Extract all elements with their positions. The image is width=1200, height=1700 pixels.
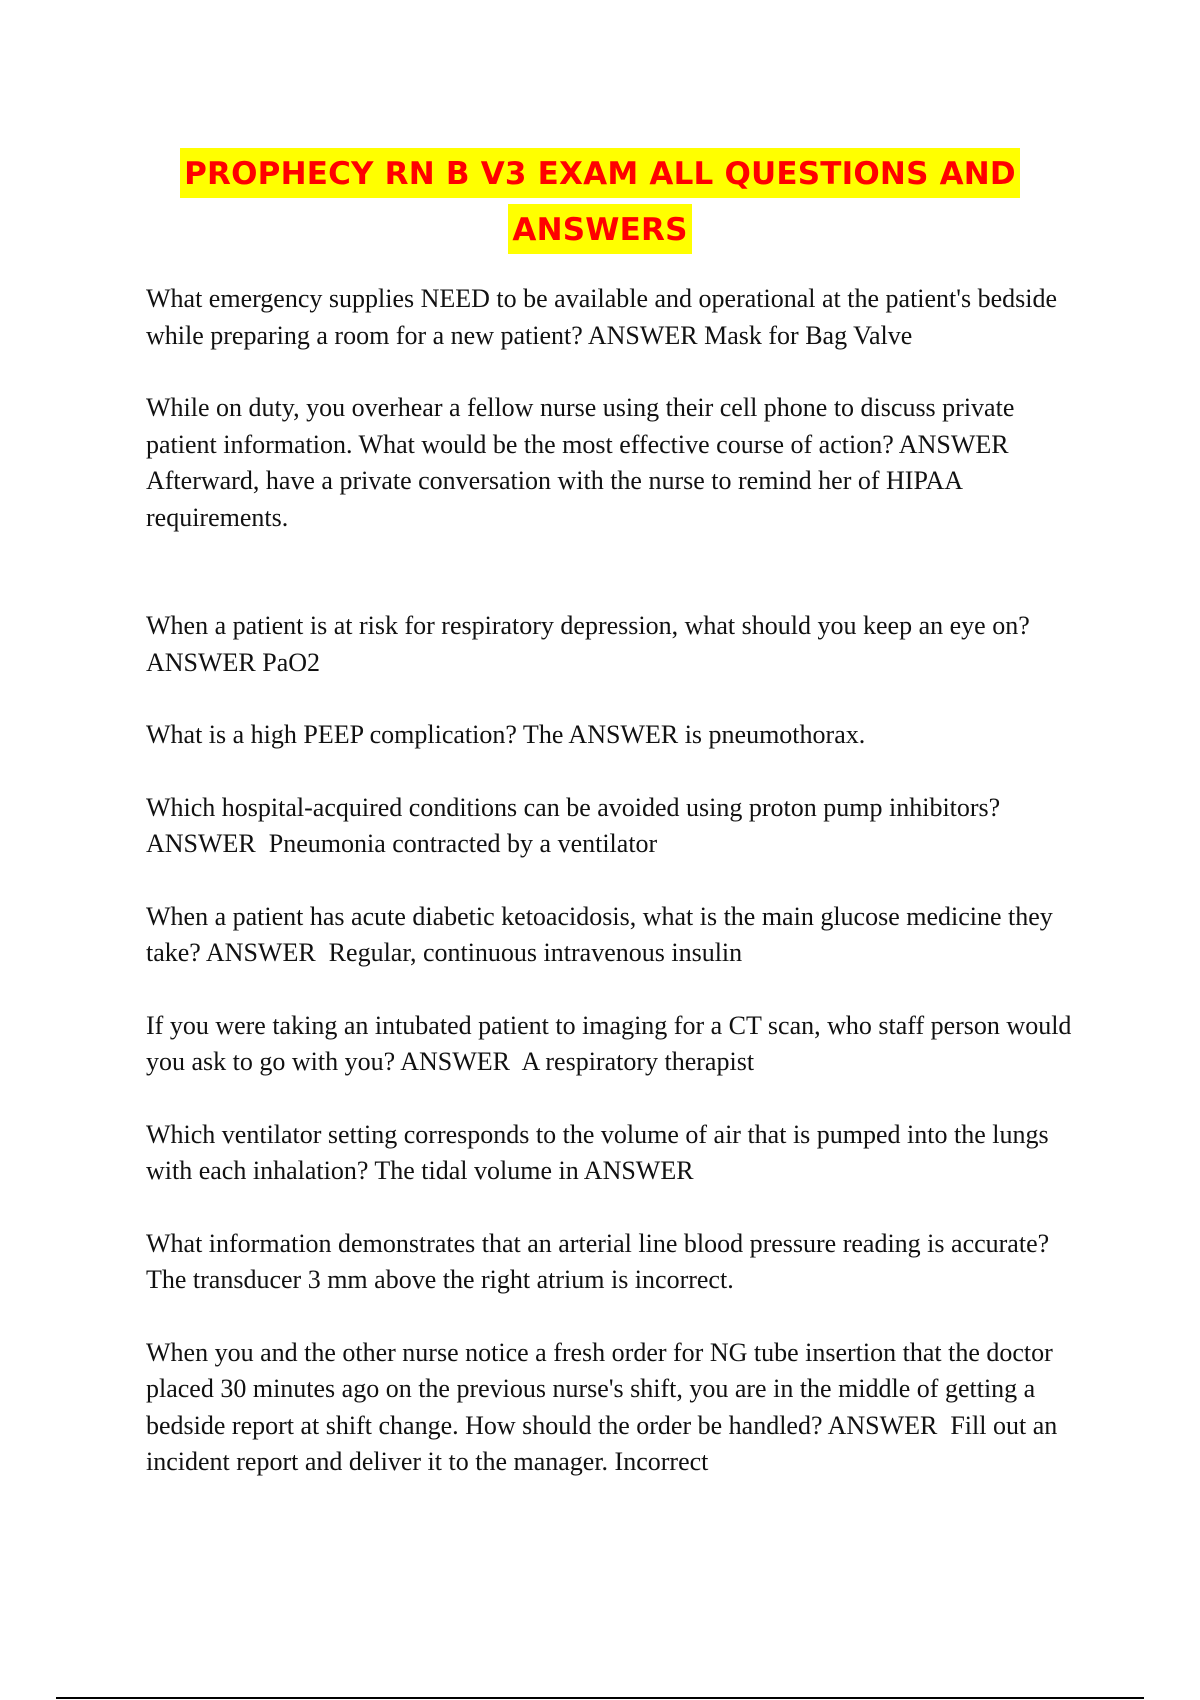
qa-item-7: If you were taking an intubated patient to imaging for a CT scan, who staff person would you ask to go with you? ANSWER A respiratory therapist (146, 1010, 1078, 1076)
qa-item-3: When a patient is at risk for respiratory depression, what should you keep an eye on? ANSWER PaO2 (146, 611, 1035, 677)
footer-divider (56, 1697, 1144, 1699)
qa-item-2: While on duty, you overhear a fellow nurse using their cell phone to discuss private patient information. What would be the most effective course of action? ANSWER Afterward, have a private conversation with the nurse to remind her of HIPAA requirements. (146, 393, 1021, 532)
qa-list (146, 281, 1076, 1517)
qa-item-8: Which ventilator setting corresponds to the volume of air that is pumped into the lungs with each inhalation? The tidal volume in ANSWER (146, 1119, 1056, 1185)
title-line-1: PROPHECY RN B V3 EXAM ALL QUESTIONS AND (180, 148, 1020, 198)
title-line-2: ANSWERS (508, 204, 691, 254)
qa-item-10: When you and the other nurse notice a fresh order for NG tube insertion that the doctor placed 30 minutes ago on the previous nurse's shift, you are in the middle of getting a bedside report at shift change. How should the order be handled? ANSWER Fill out an incident report and deliver it to the manager. Incorrect (146, 1337, 1064, 1476)
qa-item-4: What is a high PEEP complication? The ANSWER is pneumothorax. (146, 720, 866, 749)
qa-item-9: What information demonstrates that an arterial line blood pressure reading is accurate? The transducer 3 mm above the right atrium is incorrect. (146, 1228, 1056, 1294)
qa-item-5: Which hospital-acquired conditions can be avoided using proton pump inhibitors? ANSWER Pneumonia contracted by a ventilator (146, 792, 1006, 858)
document-title (0, 148, 1200, 254)
qa-item-1: What emergency supplies NEED to be available and operational at the patient's bedside while preparing a room for a new patient? ANSWER Mask for Bag Valve (146, 284, 1064, 350)
qa-item-6: When a patient has acute diabetic ketoacidosis, what is the main glucose medicine they take? ANSWER Regular, continuous intravenous insulin (146, 901, 1060, 967)
